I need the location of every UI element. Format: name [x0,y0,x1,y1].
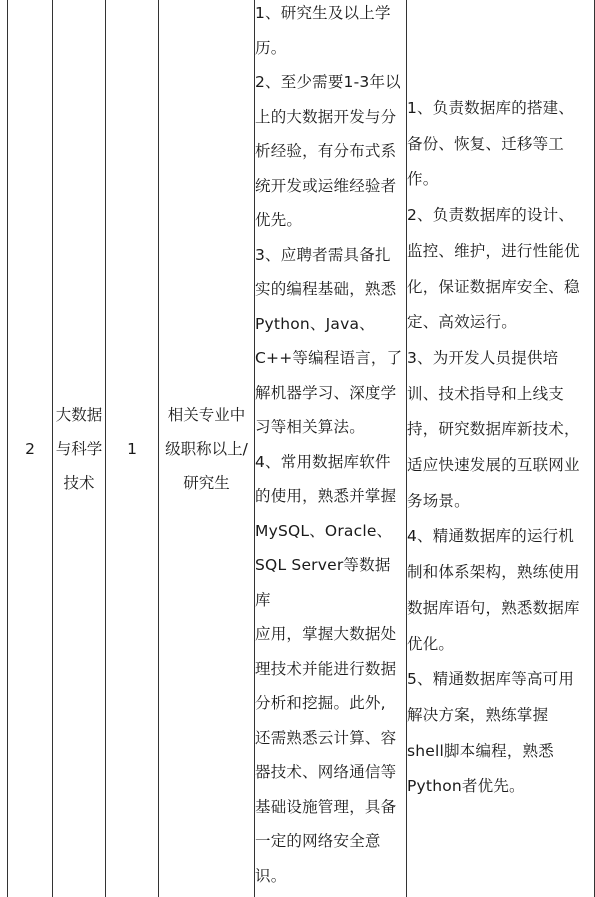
title-requirement [165,398,248,500]
duty-line: 务场景。 [407,491,470,510]
duty-line: 持，研究数据库新技术， [407,420,580,439]
duty-line: 1、负责数据库的搭建、 [407,99,575,117]
requirement-line: 3、应聘者需具备扎 [255,245,391,264]
requirement-line: 基础设施管理，具备 [255,797,397,816]
duty-line: 解决方案，熟练掌握 [407,705,549,724]
requirement-line: 的使用，熟悉并掌握 [255,487,397,505]
requirement-line: 上的大数据开发与分 [255,107,397,126]
headcount-cell [106,0,158,897]
duty-line: 3、为开发人员提供培 [407,348,559,367]
requirement-line: 识。 [255,866,287,885]
requirement-line: 历。 [255,38,287,57]
duty-line: 数据库语句，熟悉数据库 [407,598,580,617]
duty-line: 定、高效运行。 [407,313,517,332]
title-requirement-cell [159,0,254,897]
job-title [56,398,103,500]
headcount-value: 1 [127,439,137,458]
duty-line: 训、技术指导和上线支 [407,384,565,403]
duty-line: 监控、维护，进行性能优 [407,241,580,260]
requirement-line: C++等编程语言，了 [255,349,403,367]
duty-line: 制和体系架构，熟练使用 [407,563,580,582]
duty-line: 5、精通数据库等高可用 [407,670,575,689]
requirement-line: 统开发或运维经验者 [255,176,397,195]
requirement-line: 理技术并能进行数据 [255,659,397,678]
duty-line: Python者优先。 [407,777,525,796]
title-requirement-line: 级职称以上/ [165,439,248,458]
requirement-line: 解机器学习、深度学 [255,383,397,402]
requirement-line: 4、常用数据库软件 [255,452,391,471]
requirement-line: 分析和挖掘。此外, [255,694,386,712]
duty-line: 4、精通数据库的运行机 [407,527,575,546]
index-value: 2 [25,439,35,458]
requirement-line: 习等相关算法。 [255,418,365,436]
requirement-line: Python、Java、 [255,314,375,333]
job-title-line: 技术 [63,473,95,492]
job-title-line: 大数据 [55,405,103,424]
duty-line: 化，保证数据库安全、稳 [407,277,580,296]
requirement-line: 1、研究生及以上学 [255,4,391,22]
duty-line: 备份、恢复、迁移等工 [407,134,565,153]
requirement-line: MySQL、Oracle、 [255,521,393,540]
duties-cell [407,91,595,805]
requirement-line: 优先。 [255,211,303,229]
requirement-line: 应用，掌握大数据处 [255,625,397,643]
job-title-line: 与科学 [55,439,103,458]
requirement-line: 析经验，有分布式系 [255,142,397,160]
requirement-line: 一定的网络安全意 [255,832,381,850]
requirements-cell [255,0,406,893]
duty-line: 适应快速发展的互联网业 [407,456,580,475]
duty-line: 2、负责数据库的设计、 [407,206,575,225]
requirement-line: 还需熟悉云计算、容 [255,728,397,747]
duty-line: 优化。 [407,634,455,653]
job-title-cell [53,0,105,897]
duty-line: 作。 [407,170,439,189]
requirement-line: 器技术、网络通信等 [255,763,397,781]
duty-line: shell脚本编程，熟悉 [407,741,554,760]
requirement-line: 实的编程基础，熟悉 [255,280,397,298]
title-requirement-line: 相关专业中 [167,405,246,424]
index-cell [8,0,52,897]
requirement-line: SQL Server等数据库 [255,556,391,609]
requirement-line: 2、至少需要1-3年以 [255,73,401,91]
title-requirement-line: 研究生 [183,473,230,492]
